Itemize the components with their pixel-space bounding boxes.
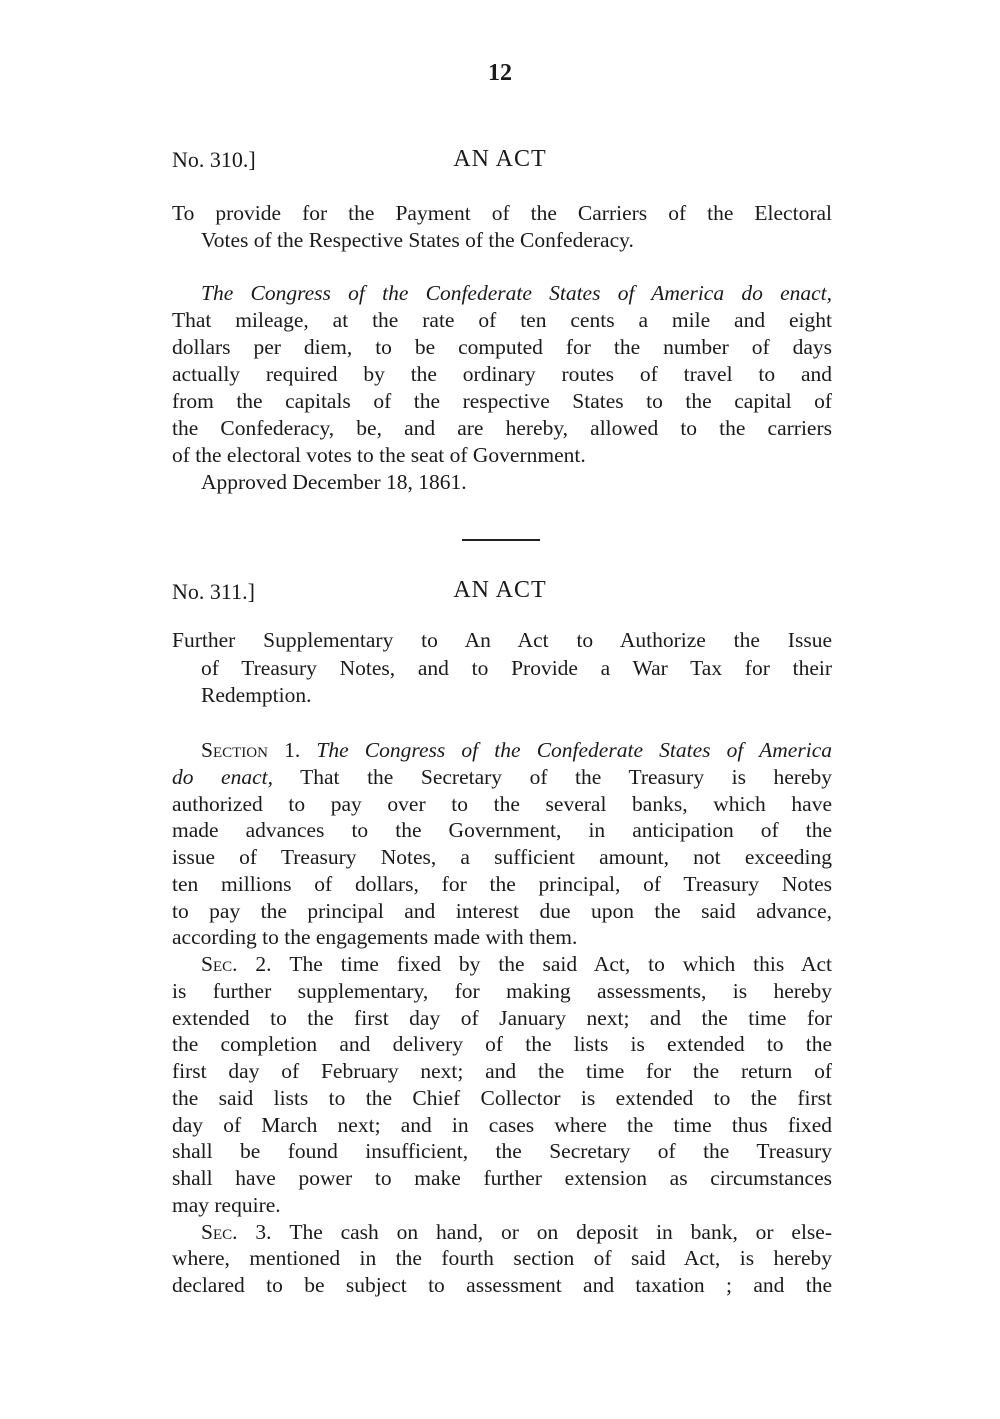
- body-text-line: [201, 469, 832, 495]
- body-text-line: [172, 1272, 832, 1298]
- act-title-line: Further Supplementary to An Act to Authorize the Issue: [172, 628, 832, 652]
- body-text-line: [172, 924, 832, 950]
- text-segment: the said lists to the Chief Collector is extended to the first: [172, 1085, 832, 1110]
- text-segment: issue of Treasury Notes, a sufficient amount, not exceeding: [172, 845, 832, 869]
- text-segment: The time fixed by the said Act, to which this Act: [289, 952, 832, 976]
- act-title-line: of Treasury Notes, and to Provide a War Tax for their: [201, 656, 832, 680]
- body-text-line: [172, 361, 832, 387]
- act-title-line: To provide for the Payment of the Carriers of the Electoral: [172, 201, 832, 225]
- body-text-line: [201, 951, 832, 977]
- body-text-line: [172, 1138, 832, 1164]
- text-segment: where, mentioned in the fourth section of said Act, is hereby: [172, 1246, 832, 1271]
- body-text-line: [201, 280, 832, 306]
- body-text-line: [172, 1085, 832, 1111]
- text-segment: the completion and delivery of the lists is extended to the: [172, 1032, 832, 1057]
- text-segment: extended to the first day of January next; and the time for: [172, 1005, 832, 1030]
- section-divider: [462, 539, 540, 541]
- body-text-line: [172, 1005, 832, 1031]
- body-text-line: [172, 334, 832, 360]
- section-label: Sec. 2.: [201, 952, 290, 976]
- italic-text: The Congress of the Confederate States of America: [316, 738, 832, 762]
- text-segment: ten millions of dollars, for the principal, of Treasury Notes: [172, 871, 832, 896]
- body-text-line: [201, 1219, 832, 1245]
- act-title-line: Votes of the Respective States of the Confederacy.: [201, 228, 634, 252]
- page-number: 12: [488, 60, 512, 86]
- section-label: Sec. 3.: [201, 1219, 290, 1244]
- text-segment: first day of February next; and the time for the return of: [172, 1059, 832, 1083]
- act-title-line: Redemption.: [201, 683, 312, 707]
- text-segment: may require.: [172, 1192, 281, 1217]
- body-text-line: [172, 898, 832, 924]
- text-segment: The cash on hand, or on deposit in bank, or else-: [289, 1219, 833, 1244]
- text-segment: is further supplementary, for making assessments, is hereby: [172, 978, 832, 1003]
- body-text-line: [172, 1058, 832, 1084]
- text-segment: shall be found insufficient, the Secretary of the Treasury: [172, 1139, 832, 1164]
- text-segment: day of March next; and in cases where the time thus fixed: [172, 1112, 832, 1137]
- body-text-line: [172, 1245, 832, 1271]
- section-label: Section 1.: [201, 738, 317, 762]
- body-text-line: [172, 307, 832, 333]
- text-segment: to pay the principal and interest due upon the said advance,: [172, 898, 832, 923]
- body-text-line: [172, 388, 832, 414]
- body-text-line: [172, 1165, 832, 1191]
- body-text-line: [172, 1031, 832, 1057]
- act-heading: AN ACT: [453, 146, 547, 172]
- italic-text: The Congress of the Confederate States of America do enact,: [201, 281, 832, 305]
- act-number: No. 310.]: [172, 147, 256, 172]
- act-heading: AN ACT: [453, 577, 547, 603]
- body-text-line: [172, 817, 832, 843]
- text-segment: That mileage, at the rate of ten cents a mile and eight: [172, 308, 832, 332]
- text-segment: according to the engagements made with them.: [172, 925, 578, 950]
- text-segment: of the electoral votes to the seat of Government.: [172, 443, 586, 467]
- body-text-line: [172, 791, 832, 817]
- text-segment: the Confederacy, be, and are hereby, allowed to the carriers: [172, 416, 832, 440]
- act-number: No. 311.]: [172, 579, 255, 604]
- text-segment: shall have power to make further extension as circumstances: [172, 1166, 832, 1190]
- text-segment: made advances to the Government, in anticipation of the: [172, 818, 832, 843]
- body-text-line: [172, 1112, 832, 1138]
- text-segment: That the Secretary of the Treasury is hereby: [272, 764, 832, 789]
- body-text-line: [172, 764, 832, 790]
- italic-text: do enact,: [172, 764, 273, 789]
- body-text-line: [172, 415, 832, 441]
- body-text-line: [172, 871, 832, 897]
- body-text-line: [201, 737, 832, 763]
- text-segment: actually required by the ordinary routes of travel to and: [172, 362, 832, 386]
- text-segment: authorized to pay over to the several banks, which have: [172, 791, 832, 816]
- text-segment: from the capitals of the respective States to the capital of: [172, 389, 832, 413]
- text-segment: dollars per diem, to be computed for the number of days: [172, 335, 832, 359]
- text-segment: declared to be subject to assessment and taxation ; and the: [172, 1273, 832, 1297]
- body-text-line: [172, 1192, 832, 1218]
- body-text-line: [172, 978, 832, 1004]
- body-text-line: [172, 442, 832, 468]
- text-segment: Approved December 18, 1861.: [201, 470, 467, 494]
- body-text-line: [172, 844, 832, 870]
